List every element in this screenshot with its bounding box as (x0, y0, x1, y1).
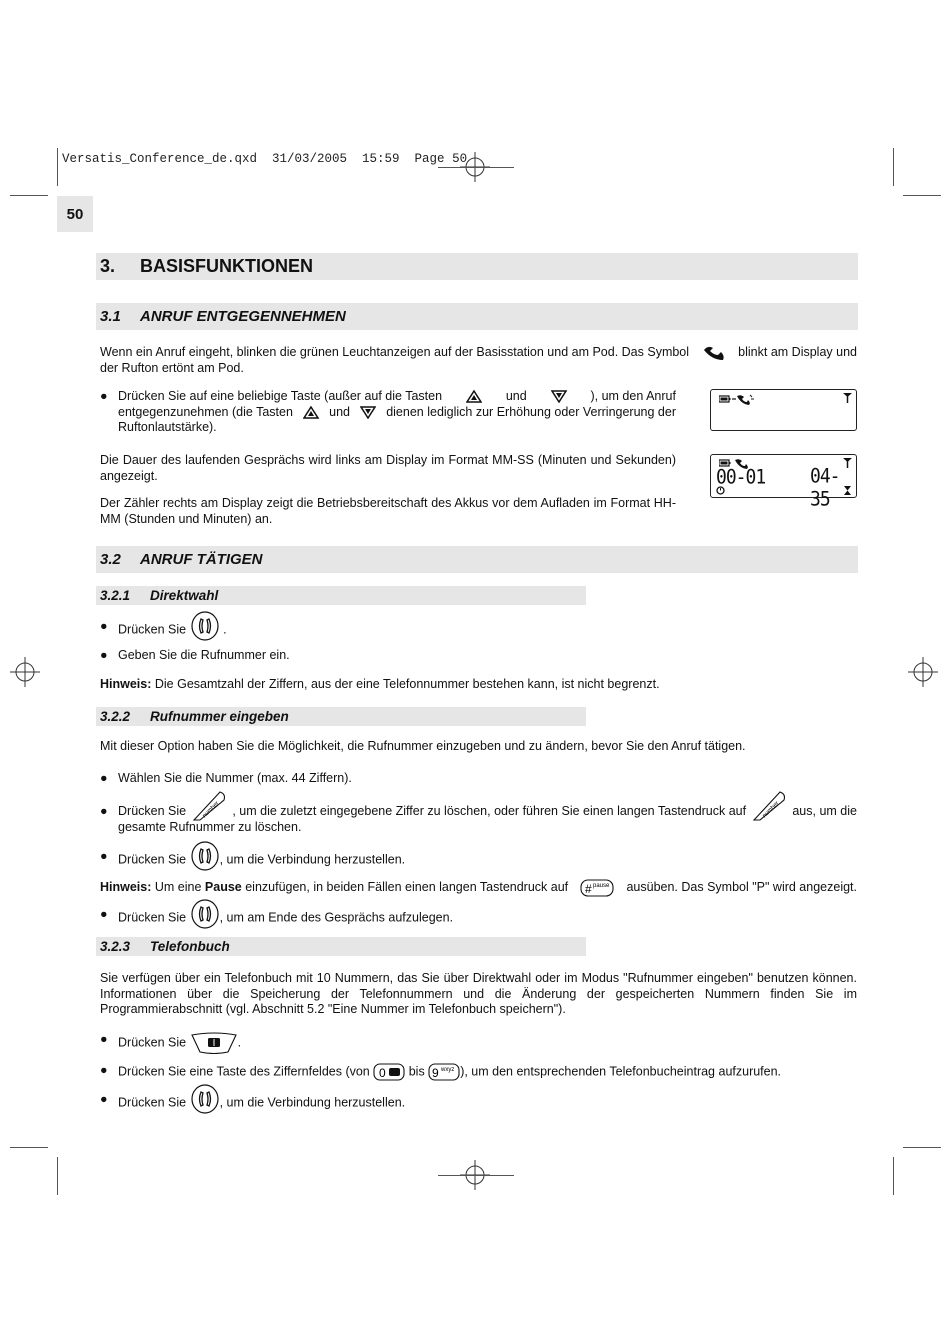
subsection-heading-3-2-2 (96, 707, 586, 726)
volume-down-key-icon (360, 406, 376, 419)
registration-mark-icon (10, 657, 40, 687)
bullet-text: Drücken Sie (118, 1035, 187, 1050)
key-label: # (585, 882, 592, 896)
bullet-text: , um die zuletzt eingegebene Ziffer zu löschen, oder führen Sie einen langen Tastendruck auf (232, 804, 747, 819)
bullet-dot: ● (100, 1032, 108, 1046)
crop-mark (57, 1157, 58, 1195)
call-key-icon (190, 841, 220, 871)
chapter-heading (96, 253, 858, 280)
bullet-text: , um die Verbindung herzustellen. (219, 852, 406, 867)
bullet-dot: ● (100, 907, 108, 921)
note-paragraph (100, 677, 857, 693)
section-title: ANRUF TÄTIGEN (140, 551, 263, 568)
clear-number-key-icon (190, 790, 228, 822)
note-paragraph (100, 879, 857, 897)
clear-number-key-icon (750, 790, 788, 822)
section-heading-3-2 (96, 546, 858, 573)
crop-mark (893, 148, 894, 186)
note-text: ausüben. Das Symbol "P" wird angezeigt. (626, 880, 857, 895)
bullet-dot: ● (100, 648, 108, 662)
hourglass-icon (843, 486, 852, 495)
note-text: Die Gesamtzahl der Ziffern, aus der eine Telefonnummer bestehen kann, ist nicht begrenzt. (151, 677, 660, 691)
bullet-text: . (237, 1035, 242, 1050)
subsection-number: 3.2.1 (100, 588, 131, 603)
crop-mark (438, 167, 514, 168)
bullet-text: entgegenzunehmen (die Tasten (118, 404, 293, 419)
key-9-icon (428, 1063, 460, 1081)
lcd-display-incoming (710, 389, 857, 431)
antenna-icon (843, 393, 852, 403)
lcd-display-call (710, 454, 857, 512)
intro-text: Wenn ein Anruf eingeht, blinken die grünen Leuchtanzeigen auf der Basisstation und am Pod. Das Symbol (100, 345, 690, 360)
bullet-text: Ruftonlautstärke). (118, 420, 217, 434)
bullet-text: dienen lediglich zur Erhöhung oder Verringerung der (386, 404, 676, 419)
note-text: Um eine (151, 880, 205, 895)
bullet-text: Drücken Sie (118, 910, 187, 925)
bullet-text: Wählen Sie die Nummer (max. 44 Ziffern). (118, 771, 352, 785)
hash-pause-key-icon (580, 879, 614, 897)
bullet-text: aus, um die (792, 804, 857, 819)
key-label: wxyz (441, 1067, 455, 1073)
handset-icon (702, 345, 726, 361)
section-title: ANRUF ENTGEGENNEHMEN (140, 308, 346, 325)
list-item (100, 800, 857, 838)
note-label: Hinweis: (100, 677, 152, 691)
battery-time-readout: 04-35 (810, 464, 840, 512)
bullet-text: gesamte Rufnummer zu löschen. (118, 820, 302, 834)
subsection-number: 3.2.2 (100, 709, 131, 724)
volume-up-key-icon (303, 406, 319, 419)
crop-mark (10, 1147, 48, 1148)
bullet-text: Drücken Sie (118, 1095, 187, 1110)
bullet-text: , um am Ende des Gesprächs aufzulegen. (219, 910, 454, 925)
paragraph-intro (100, 345, 857, 377)
print-slug: Versatis_Conference_de.qxd 31/03/2005 15:59 Page 50 (62, 152, 468, 166)
bullet-text: bis (408, 1064, 425, 1079)
bullet-text: Drücken Sie eine Taste des Ziffernfeldes (von (118, 1064, 370, 1079)
bullet-text: Drücken Sie (118, 804, 187, 819)
bullet-dot: ● (100, 771, 108, 785)
bullet-text: , um die Verbindung herzustellen. (219, 1095, 406, 1110)
paragraph-intro: Mit dieser Option haben Sie die Möglichkeit, die Rufnummer einzugeben und zu ändern, bevor Sie den Anruf tätigen. (100, 739, 746, 753)
crop-mark (903, 195, 941, 196)
bullet-dot: ● (100, 849, 108, 863)
timer-icon (716, 486, 725, 495)
subsection-title: Telefonbuch (150, 939, 230, 954)
section-heading-3-1 (96, 303, 858, 330)
paragraph-duration: Die Dauer des laufenden Gesprächs wird links am Display im Format MM-SS (Minuten und Sekunden) angezeigt. (100, 453, 676, 483)
crop-mark (893, 1157, 894, 1195)
call-duration-readout: 00-01 (716, 465, 766, 490)
intro-text: blinkt am Display und (738, 345, 857, 360)
key-label: number (201, 800, 221, 820)
key-label: 9 (432, 1066, 439, 1080)
volume-down-key-icon (551, 390, 567, 403)
call-key-icon (190, 611, 220, 641)
bullet-dot: ● (100, 619, 108, 633)
subsection-heading-3-2-3 (96, 937, 586, 956)
subsection-number: 3.2.3 (100, 939, 131, 954)
phonebook-key-icon (190, 1032, 238, 1054)
bullet-dot: ● (100, 804, 108, 818)
subsection-title: Rufnummer eingeben (150, 709, 289, 724)
note-bold: Pause (204, 880, 242, 895)
crop-mark (438, 1175, 514, 1176)
crop-mark (903, 1147, 941, 1148)
bullet-dot: ● (100, 1063, 108, 1077)
bullet-text: Drücken Sie (118, 622, 187, 637)
list-item (100, 389, 676, 439)
volume-up-key-icon (466, 390, 482, 403)
key-0-icon (373, 1063, 405, 1081)
key-label: pause (593, 883, 610, 889)
crop-mark (57, 148, 58, 186)
page-number: 50 (57, 196, 93, 232)
key-label: number (761, 800, 781, 820)
note-text: einzufügen, in beiden Fällen einen langen Tastendruck auf (241, 880, 569, 895)
bullet-text: Drücken Sie auf eine beliebige Taste (außer auf die Tasten (118, 389, 443, 403)
section-number: 3.2 (100, 551, 121, 568)
battery-ringing-icon (719, 394, 759, 406)
subsection-title: Direktwahl (150, 588, 219, 603)
bullet-text: ), um den Anruf (590, 389, 676, 403)
bullet-text: und (329, 404, 350, 419)
note-label: Hinweis: (100, 880, 152, 895)
call-key-icon (190, 1084, 220, 1114)
bullet-text: ), um den entsprechenden Telefonbucheintrag aufzurufen. (460, 1064, 782, 1079)
crop-mark (10, 195, 48, 196)
key-label: 0 (379, 1066, 386, 1080)
registration-mark-icon (908, 657, 938, 687)
chapter-number: 3. (100, 256, 116, 276)
bullet-text: und (505, 389, 527, 403)
intro-text: der Rufton ertönt am Pod. (100, 361, 244, 375)
bullet-text: . (223, 622, 227, 637)
call-key-icon (190, 899, 220, 929)
bullet-dot: ● (100, 389, 108, 403)
paragraph-intro: Sie verfügen über ein Telefonbuch mit 10 Nummern, das Sie über Direktwahl oder im Modus "Rufnummer eingeben" benutzen können. Informationen über die Speicherung der Telefonnummern und die Änderung der gespeicherten Nummern finden Sie im Programmierabschnitt (vgl. Abschnitt 5.2 "Eine Nummer im Telefonbuch speichern"). (100, 971, 857, 1016)
bullet-text: Geben Sie die Rufnummer ein. (118, 648, 290, 662)
section-number: 3.1 (100, 308, 121, 325)
bullet-text: Drücken Sie (118, 852, 187, 867)
bullet-dot: ● (100, 1092, 108, 1106)
paragraph-battery: Der Zähler rechts am Display zeigt die Betriebsbereitschaft des Akkus vor dem Aufladen im Format HH-MM (Stunden und Minuten) an. (100, 496, 676, 526)
chapter-title: BASISFUNKTIONEN (140, 256, 314, 276)
subsection-heading-3-2-1 (96, 586, 586, 605)
